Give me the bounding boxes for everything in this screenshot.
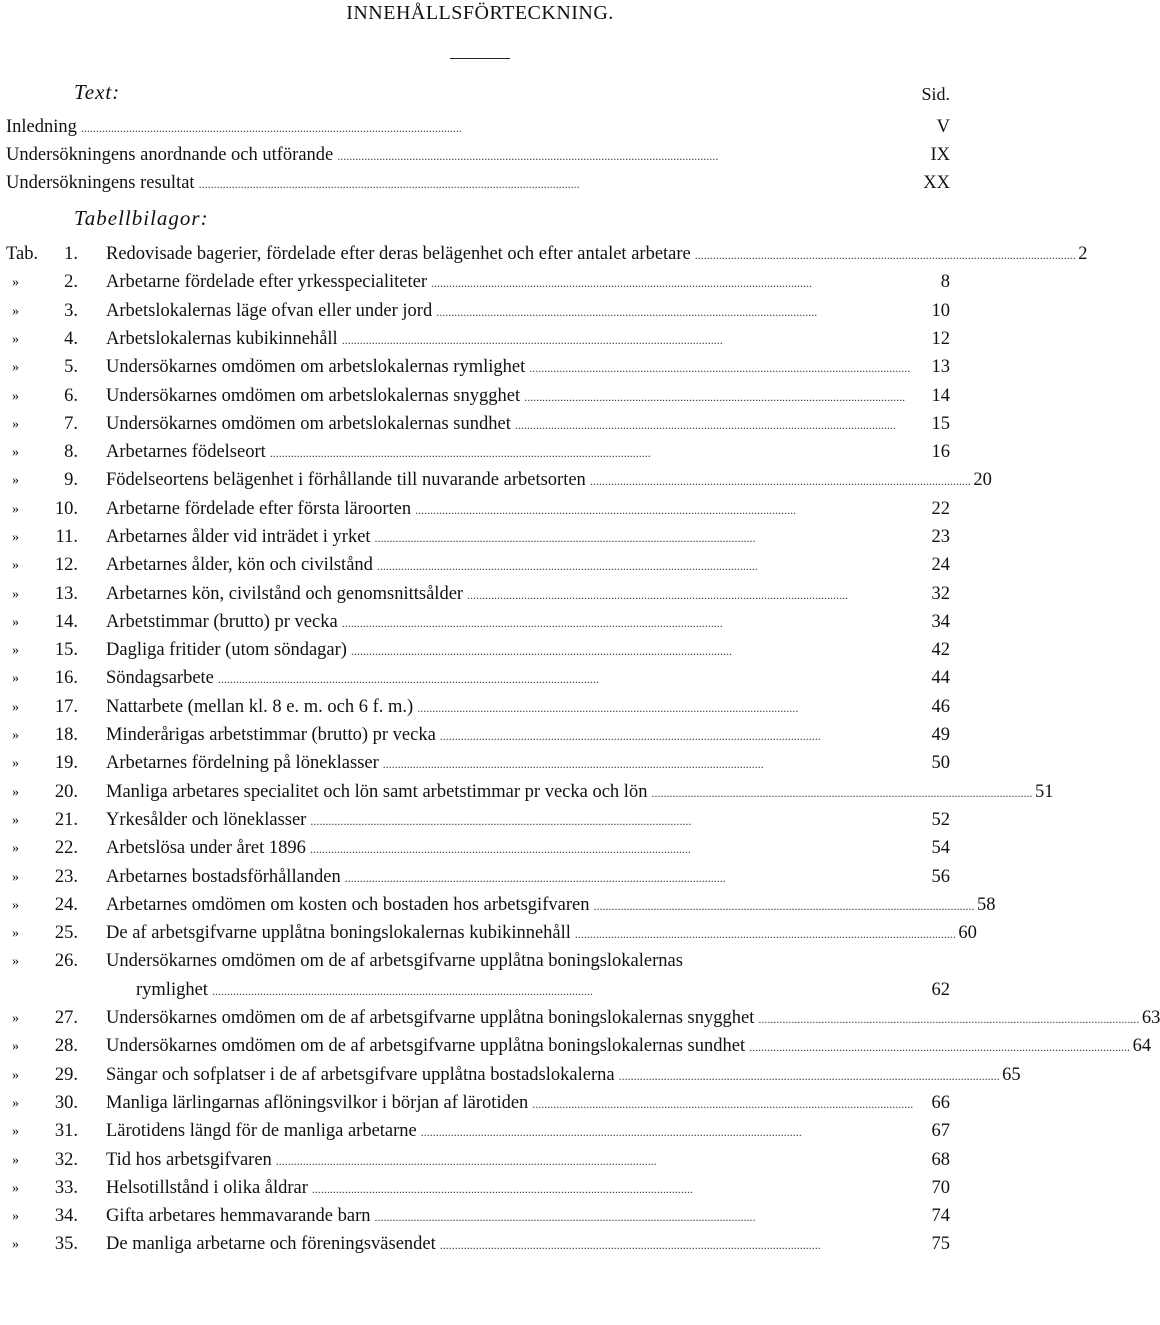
table-entry-body	[106, 272, 950, 293]
table-title: Arbetarnes ålder, kön och civilstånd	[106, 555, 373, 575]
table-entry	[0, 584, 960, 612]
table-number: 20.	[54, 782, 78, 802]
table-entry	[0, 1008, 1160, 1036]
dot-leader	[415, 499, 927, 520]
dot-leader	[619, 1065, 999, 1086]
table-page: 8	[940, 272, 950, 292]
table-entry-body	[106, 1093, 950, 1114]
table-entry-body	[106, 1065, 1021, 1086]
dot-leader	[199, 173, 920, 194]
table-entry-body	[106, 782, 1054, 803]
toc-entry	[6, 117, 950, 145]
table-entry	[0, 867, 960, 895]
table-title: Yrkesålder och löneklasser	[106, 810, 307, 830]
table-title: Arbetarne fördelade efter första läroorten	[106, 499, 412, 519]
table-page: 10	[931, 301, 950, 321]
ditto-mark: »	[12, 275, 19, 290]
table-entry-body	[106, 301, 950, 322]
table-number: 26.	[54, 951, 78, 971]
table-title: Arbetarnes ålder vid inträdet i yrket	[106, 527, 371, 547]
table-entry-body	[106, 895, 996, 916]
dot-leader	[440, 725, 928, 746]
ditto-mark: »	[12, 700, 19, 715]
table-page: 22	[931, 499, 950, 519]
toc-entry-label: Undersökningens resultat	[6, 173, 195, 193]
ditto-mark: »	[12, 1237, 19, 1252]
table-title: Sängar och sofplatser i de af arbetsgifvare upplåtna bostadslokalerna	[106, 1065, 615, 1085]
dot-leader	[651, 782, 1031, 803]
table-page: 66	[931, 1093, 950, 1113]
table-number: 19.	[54, 753, 78, 773]
dot-leader	[310, 810, 927, 831]
table-number: 32.	[54, 1150, 78, 1170]
dot-leader	[758, 1008, 1138, 1029]
table-title: Arbetarnes kön, civilstånd och genomsnittsålder	[106, 584, 464, 604]
table-entry-body	[106, 555, 950, 576]
table-page: 12	[931, 329, 950, 349]
table-entry	[0, 272, 960, 300]
table-entry-body	[106, 810, 950, 831]
table-page: 34	[931, 612, 950, 632]
table-page: 65	[1002, 1065, 1021, 1085]
ditto-mark: »	[12, 530, 19, 545]
table-page: 16	[931, 442, 950, 462]
table-entry-body	[106, 329, 950, 350]
ditto-mark: »	[12, 587, 19, 602]
page-title: INNEHÅLLSFÖRTECKNING.	[346, 2, 614, 24]
table-page: 2	[1078, 244, 1088, 264]
table-title-continuation: rymlighet	[136, 980, 208, 1000]
table-number: 23.	[54, 867, 78, 887]
ditto-mark: »	[12, 785, 19, 800]
table-entry-body	[106, 357, 950, 378]
table-page: 52	[931, 810, 950, 830]
dot-leader	[515, 414, 928, 435]
table-entry-body	[106, 244, 1088, 265]
table-number: 6.	[64, 386, 78, 406]
table-title: Undersökarnes omdömen om arbetslokalernas rymlighet	[106, 357, 526, 377]
table-page: 50	[931, 753, 950, 773]
ditto-mark: »	[12, 389, 19, 404]
table-number: 14.	[54, 612, 78, 632]
table-number: 18.	[54, 725, 78, 745]
table-page: 64	[1132, 1036, 1152, 1056]
table-entry-body	[106, 1150, 950, 1171]
table-number: 11.	[55, 527, 78, 547]
table-entry-continuation	[136, 980, 950, 1008]
table-entry	[0, 442, 960, 470]
table-entry	[0, 301, 960, 329]
dot-leader	[345, 867, 928, 888]
ditto-mark: »	[12, 1181, 19, 1196]
dot-leader	[421, 1121, 928, 1142]
table-entry	[0, 951, 960, 979]
table-entry	[0, 329, 960, 357]
table-entry	[0, 1206, 960, 1234]
page-column-label: Sid.	[921, 84, 950, 104]
table-page: 46	[931, 697, 950, 717]
dot-leader	[749, 1036, 1129, 1057]
ditto-mark: »	[12, 1011, 19, 1026]
table-number: 30.	[54, 1093, 78, 1113]
table-title: De manliga arbetarne och föreningsväsendet	[106, 1234, 436, 1254]
dot-leader	[524, 386, 927, 407]
table-entry-body	[106, 640, 950, 661]
table-entry-body	[106, 612, 950, 633]
ditto-mark: »	[12, 615, 19, 630]
ditto-mark: »	[12, 841, 19, 856]
dot-leader	[532, 1093, 927, 1114]
dot-leader	[351, 640, 928, 661]
table-number: 5.	[64, 357, 78, 377]
ditto-mark: »	[12, 926, 19, 941]
table-number: 8.	[64, 442, 78, 462]
table-number: 13.	[54, 584, 78, 604]
toc-entry-label: Inledning	[6, 117, 77, 137]
ditto-mark: »	[12, 813, 19, 828]
table-entry-body	[106, 386, 950, 407]
table-page: 23	[931, 527, 950, 547]
table-title: Redovisade bagerier, fördelade efter deras belägenhet och efter antalet arbetare	[106, 244, 691, 264]
table-title: Undersökarnes omdömen om de af arbetsgifvarne upplåtna boningslokalernas sundhet	[106, 1036, 746, 1056]
table-title: Undersökarnes omdömen om arbetslokalernas snygghet	[106, 386, 521, 406]
dot-leader	[310, 838, 928, 859]
ditto-mark: »	[12, 898, 19, 913]
table-title: Undersökarnes omdömen om arbetslokalernas sundhet	[106, 414, 511, 434]
table-title: Arbetstimmar (brutto) pr vecka	[106, 612, 338, 632]
table-entry	[0, 895, 996, 923]
dot-leader	[212, 980, 928, 1001]
table-entry	[0, 810, 960, 838]
table-entry	[0, 527, 960, 555]
ditto-mark: »	[12, 1153, 19, 1168]
table-entry-body	[106, 1206, 950, 1227]
ditto-mark: »	[12, 728, 19, 743]
table-title: Lärotidens längd för de manliga arbetarne	[106, 1121, 417, 1141]
dot-leader	[342, 329, 928, 350]
toc-entry	[6, 173, 950, 201]
table-number: 7.	[64, 414, 78, 434]
toc-entry	[6, 145, 950, 173]
table-title: Arbetarnes omdömen om kosten och bostaden hos arbetsgifvaren	[106, 895, 590, 915]
toc-entry-page: IX	[930, 145, 950, 165]
table-number: 25.	[54, 923, 78, 943]
ditto-mark: »	[12, 1124, 19, 1139]
ditto-mark: »	[12, 304, 19, 319]
dot-leader	[529, 357, 927, 378]
table-title: Arbetarnes bostadsförhållanden	[106, 867, 341, 887]
table-number: 2.	[64, 272, 78, 292]
table-number: 1.	[64, 244, 78, 264]
toc-entry-page: V	[936, 117, 950, 137]
ditto-mark: »	[12, 1039, 19, 1054]
dot-leader	[377, 555, 928, 576]
title-divider	[450, 58, 510, 59]
dot-leader	[342, 612, 928, 633]
text-section-heading: Text:	[74, 80, 121, 104]
ditto-mark: »	[12, 643, 19, 658]
ditto-mark: »	[12, 1096, 19, 1111]
table-entry-body	[106, 1178, 950, 1199]
dot-leader	[312, 1178, 928, 1199]
table-entry	[0, 244, 1088, 272]
tables-section-heading: Tabellbilagor:	[74, 206, 209, 230]
table-number: 27.	[54, 1008, 78, 1028]
dot-leader	[467, 584, 927, 605]
table-entry	[0, 1093, 960, 1121]
table-page: 60	[958, 923, 977, 943]
ditto-mark: »	[12, 756, 19, 771]
table-title: Arbetslokalernas läge ofvan eller under jord	[106, 301, 433, 321]
table-entry	[0, 1065, 1021, 1093]
dot-leader	[590, 470, 970, 491]
table-entry-body	[106, 470, 992, 491]
table-number: 17.	[54, 697, 78, 717]
table-page: 70	[931, 1178, 950, 1198]
table-number: 4.	[64, 329, 78, 349]
dot-leader	[695, 244, 1075, 265]
table-number: 29.	[54, 1065, 78, 1085]
table-page: 20	[973, 470, 992, 490]
table-title: Tid hos arbetsgifvaren	[106, 1150, 272, 1170]
table-title: Nattarbete (mellan kl. 8 e. m. och 6 f. m.)	[106, 697, 414, 717]
dot-leader	[593, 895, 973, 916]
table-page: 49	[931, 725, 950, 745]
table-entry-body	[106, 697, 950, 718]
dot-leader	[218, 668, 928, 689]
table-title: Födelseortens belägenhet i förhållande till nuvarande arbetsorten	[106, 470, 586, 490]
ditto-mark: »	[12, 502, 19, 517]
table-entry-body	[106, 838, 950, 859]
dot-leader	[270, 442, 928, 463]
dot-leader	[375, 1206, 928, 1227]
dot-leader	[383, 753, 928, 774]
table-entry-body	[106, 668, 950, 689]
table-page: 67	[931, 1121, 950, 1141]
table-page: 68	[931, 1150, 950, 1170]
table-page: 62	[931, 980, 950, 1000]
table-page: 63	[1141, 1008, 1160, 1028]
toc-entry-page: XX	[923, 173, 950, 193]
dot-leader	[81, 117, 933, 138]
table-number: 16.	[54, 668, 78, 688]
tab-prefix: Tab.	[6, 244, 39, 264]
table-page: 54	[931, 838, 950, 858]
table-page: 56	[931, 867, 950, 887]
table-page: 24	[931, 555, 950, 575]
dot-leader	[276, 1150, 928, 1171]
table-entry	[0, 782, 1054, 810]
table-entry-body	[106, 923, 977, 944]
table-entry	[0, 357, 960, 385]
table-page: 51	[1034, 782, 1054, 802]
table-entry-body	[106, 499, 950, 520]
table-page: 32	[931, 584, 950, 604]
table-number: 9.	[64, 470, 78, 490]
table-page: 14	[931, 386, 950, 406]
table-entry	[0, 1234, 960, 1262]
table-entry-body	[106, 414, 950, 435]
table-number: 21.	[54, 810, 78, 830]
table-number: 3.	[64, 301, 78, 321]
ditto-mark: »	[12, 360, 19, 375]
dot-leader	[375, 527, 928, 548]
dot-leader	[440, 1234, 928, 1255]
dot-leader	[337, 145, 926, 166]
table-entry	[0, 697, 960, 725]
table-title: Arbetarne fördelade efter yrkesspecialiteter	[106, 272, 427, 292]
table-entry-body	[106, 725, 950, 746]
table-entry	[0, 555, 960, 583]
table-title: Arbetslösa under året 1896	[106, 838, 306, 858]
dot-leader	[417, 697, 927, 718]
table-entry	[0, 668, 960, 696]
table-page: 74	[931, 1206, 950, 1226]
ditto-mark: »	[12, 954, 19, 969]
toc-entry-label: Undersökningens anordnande och utförande	[6, 145, 334, 165]
ditto-mark: »	[12, 332, 19, 347]
ditto-mark: »	[12, 473, 19, 488]
table-title: Arbetarnes fördelning på löneklasser	[106, 753, 379, 773]
table-page: 13	[931, 357, 950, 377]
dot-leader	[431, 272, 937, 293]
table-number: 31.	[54, 1121, 78, 1141]
table-title: Arbetslokalernas kubikinnehåll	[106, 329, 338, 349]
table-entry	[0, 725, 960, 753]
table-number: 12.	[54, 555, 78, 575]
table-entry	[0, 838, 960, 866]
table-entry	[0, 612, 960, 640]
table-number: 10.	[54, 499, 78, 519]
table-number: 15.	[54, 640, 78, 660]
table-title: Undersökarnes omdömen om de af arbetsgifvarne upplåtna boningslokalernas	[106, 951, 683, 971]
table-entry-body	[106, 584, 950, 605]
table-title: Minderårigas arbetstimmar (brutto) pr vecka	[106, 725, 436, 745]
table-entry-body	[106, 527, 950, 548]
ditto-mark: »	[12, 445, 19, 460]
table-entry-body	[106, 1008, 1160, 1029]
table-entry	[0, 640, 960, 668]
table-title: Undersökarnes omdömen om de af arbetsgifvarne upplåtna boningslokalernas snygghet	[106, 1008, 755, 1028]
table-page: 44	[931, 668, 950, 688]
table-title: Gifta arbetares hemmavarande barn	[106, 1206, 371, 1226]
table-page: 15	[931, 414, 950, 434]
table-entry-body	[106, 1234, 950, 1255]
table-number: 24.	[54, 895, 78, 915]
ditto-mark: »	[12, 417, 19, 432]
ditto-mark: »	[12, 1068, 19, 1083]
table-number: 34.	[54, 1206, 78, 1226]
table-entry	[0, 499, 960, 527]
table-entry	[0, 1036, 1152, 1064]
table-entry	[0, 923, 977, 951]
table-title: De af arbetsgifvarne upplåtna boningslokalernas kubikinnehåll	[106, 923, 571, 943]
table-entry-body	[106, 753, 950, 774]
table-number: 35.	[54, 1234, 78, 1254]
table-page: 75	[931, 1234, 950, 1254]
table-entry-body	[106, 1036, 1152, 1057]
table-number: 33.	[54, 1178, 78, 1198]
ditto-mark: »	[12, 671, 19, 686]
ditto-mark: »	[12, 558, 19, 573]
table-number: 28.	[54, 1036, 78, 1056]
table-entry	[0, 470, 992, 498]
ditto-mark: »	[12, 1209, 19, 1224]
table-page: 42	[931, 640, 950, 660]
table-entry	[0, 386, 960, 414]
table-entry	[0, 753, 960, 781]
table-entry-body	[106, 951, 950, 972]
table-entry-body	[106, 867, 950, 888]
ditto-mark: »	[12, 870, 19, 885]
table-title: Helsotillstånd i olika åldrar	[106, 1178, 308, 1198]
table-title: Manliga lärlingarnas aflöningsvilkor i början af lärotiden	[106, 1093, 529, 1113]
table-title: Dagliga fritider (utom söndagar)	[106, 640, 347, 660]
table-entry	[0, 1178, 960, 1206]
dot-leader	[436, 301, 927, 322]
table-title: Söndagsarbete	[106, 668, 214, 688]
table-title: Manliga arbetares specialitet och lön samt arbetstimmar pr vecka och lön	[106, 782, 648, 802]
table-entry	[0, 414, 960, 442]
table-entry-body	[106, 1121, 950, 1142]
table-page: 58	[976, 895, 996, 915]
table-entry	[0, 1121, 960, 1149]
dot-leader	[575, 923, 955, 944]
table-entry-body	[106, 442, 950, 463]
table-number: 22.	[54, 838, 78, 858]
table-title: Arbetarnes födelseort	[106, 442, 266, 462]
table-entry	[0, 1150, 960, 1178]
